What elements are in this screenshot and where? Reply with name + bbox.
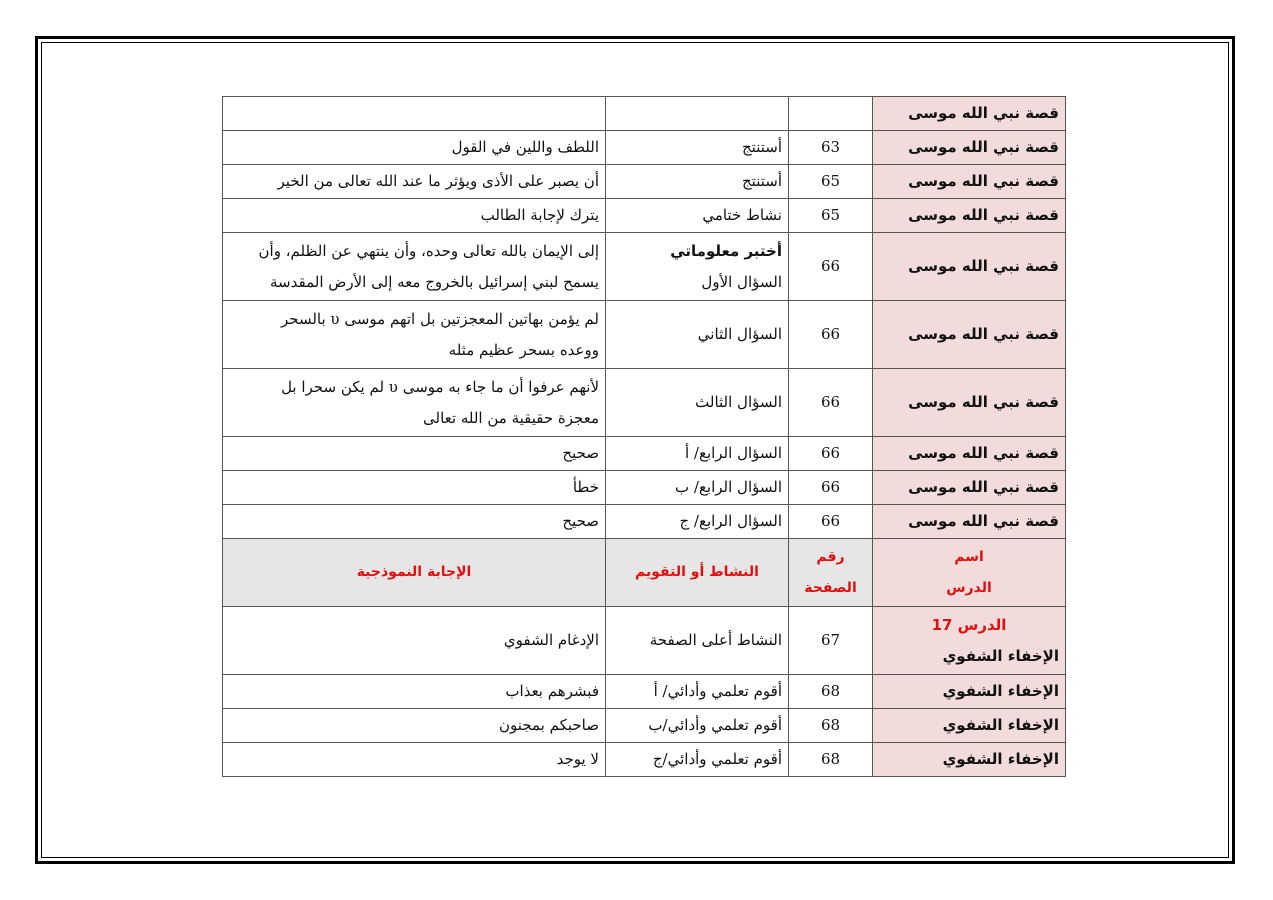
page-cell: 66 [789, 233, 873, 301]
table-row [223, 97, 1066, 131]
lesson-number-label: الدرس 17 [931, 615, 1007, 634]
page-cell: 65 [789, 199, 873, 233]
lesson-cell: قصة نبي الله موسى [873, 505, 1066, 539]
lesson-cell: قصة نبي الله موسى [873, 301, 1066, 369]
header-text: اسم [954, 548, 984, 565]
answer-cell: أن يصبر على الأذى ويؤثر ما عند الله تعالى من الخير [223, 165, 606, 199]
lesson-cell [873, 607, 1066, 675]
table-row [223, 607, 1066, 675]
lesson-cell: الإخفاء الشفوي [873, 709, 1066, 743]
header-lesson-name [873, 539, 1066, 607]
answers-table [222, 96, 1066, 777]
lesson-cell: قصة نبي الله موسى [873, 437, 1066, 471]
answer-line: معجزة حقيقية من الله تعالى [423, 408, 599, 427]
page-cell: 66 [789, 437, 873, 471]
activity-cell: النشاط أعلى الصفحة [606, 607, 789, 675]
answer-cell [223, 369, 606, 437]
activity-cell: السؤال الثالث [606, 369, 789, 437]
table-row [223, 199, 1066, 233]
table-row [223, 505, 1066, 539]
answer-cell [223, 301, 606, 369]
page-cell: 63 [789, 131, 873, 165]
answer-cell: فبشره‍م بعذاب [223, 675, 606, 709]
table-row [223, 675, 1066, 709]
table-row [223, 233, 1066, 301]
answer-line: ووعده بسحر عظيم مثله [448, 340, 599, 359]
answer-cell [223, 97, 606, 131]
table-row [223, 437, 1066, 471]
page-cell: 66 [789, 301, 873, 369]
answer-cell: صاحبك‍م بمجنون [223, 709, 606, 743]
lesson-cell: قصة نبي الله موسى [873, 233, 1066, 301]
answer-cell: لا يوجد [223, 743, 606, 777]
answer-cell: يترك لإجابة الطالب [223, 199, 606, 233]
page-cell: 68 [789, 709, 873, 743]
answer-line: يسمح لبني إسرائيل بالخروج معه إلى الأرض المقدسة [270, 272, 599, 291]
answer-line: لأنهم عرفوا أن ما جاء به موسى υ لم يكن سحرا بل [281, 377, 599, 396]
lesson-cell: الإخفاء الشفوي [873, 743, 1066, 777]
activity-cell: أقوم تعلمي وأدائي/ أ [606, 675, 789, 709]
lesson-cell: قصة نبي الله موسى [873, 369, 1066, 437]
answer-line: إلى الإيمان بالله تعالى وحده، وأن ينتهي عن الظلم، وأن [258, 241, 599, 260]
table-row [223, 165, 1066, 199]
header-activity: النشاط أو التقويم [606, 539, 789, 607]
lesson-cell: قصة نبي الله موسى [873, 471, 1066, 505]
table-row [223, 743, 1066, 777]
header-text: الصفحة [804, 579, 857, 596]
activity-cell: نشاط ختامي [606, 199, 789, 233]
page-cell: 68 [789, 743, 873, 777]
table-row [223, 369, 1066, 437]
table-row [223, 709, 1066, 743]
lesson-cell: قصة نبي الله موسى [873, 131, 1066, 165]
answer-cell: صحيح [223, 437, 606, 471]
answer-cell [223, 233, 606, 301]
activity-cell: السؤال الرابع/ ب [606, 471, 789, 505]
answer-cell: الإدغام الشفوي [223, 607, 606, 675]
answer-line: لم يؤمن بهاتين المعجزتين بل اتهم موسى υ بالسحر [280, 309, 599, 328]
page-cell: 68 [789, 675, 873, 709]
activity-cell [606, 233, 789, 301]
table-row [223, 471, 1066, 505]
activity-cell: أستنتج [606, 131, 789, 165]
activity-title: أختبر معلوماتي [670, 241, 782, 260]
lesson-name: الإخفاء الشفوي [942, 646, 1059, 665]
page-cell: 67 [789, 607, 873, 675]
header-text: الدرس [946, 579, 992, 596]
activity-subtitle: السؤال الأول [701, 272, 782, 291]
activity-cell: أقوم تعلمي وأدائي/ب [606, 709, 789, 743]
header-model-answer: الإجابة النموذجية [223, 539, 606, 607]
lesson-cell: قصة نبي الله موسى [873, 165, 1066, 199]
activity-cell: أقوم تعلمي وأدائي/ج [606, 743, 789, 777]
page-cell: 66 [789, 505, 873, 539]
page-cell: 65 [789, 165, 873, 199]
lesson-cell: الإخفاء الشفوي [873, 675, 1066, 709]
activity-cell: السؤال الثاني [606, 301, 789, 369]
header-page-number [789, 539, 873, 607]
answer-cell: صحيح [223, 505, 606, 539]
header-text: رقم [816, 548, 845, 565]
table-header-row [223, 539, 1066, 607]
activity-cell: السؤال الرابع/ أ [606, 437, 789, 471]
lesson-cell: قصة نبي الله موسى [873, 97, 1066, 131]
table-row [223, 301, 1066, 369]
page-cell [789, 97, 873, 131]
activity-cell [606, 97, 789, 131]
answer-cell: خطأ [223, 471, 606, 505]
page-cell: 66 [789, 369, 873, 437]
activity-cell: أستنتج [606, 165, 789, 199]
activity-cell: السؤال الرابع/ ج [606, 505, 789, 539]
lesson-cell: قصة نبي الله موسى [873, 199, 1066, 233]
page-cell: 66 [789, 471, 873, 505]
answer-cell: اللطف واللين في القول [223, 131, 606, 165]
table-row [223, 131, 1066, 165]
